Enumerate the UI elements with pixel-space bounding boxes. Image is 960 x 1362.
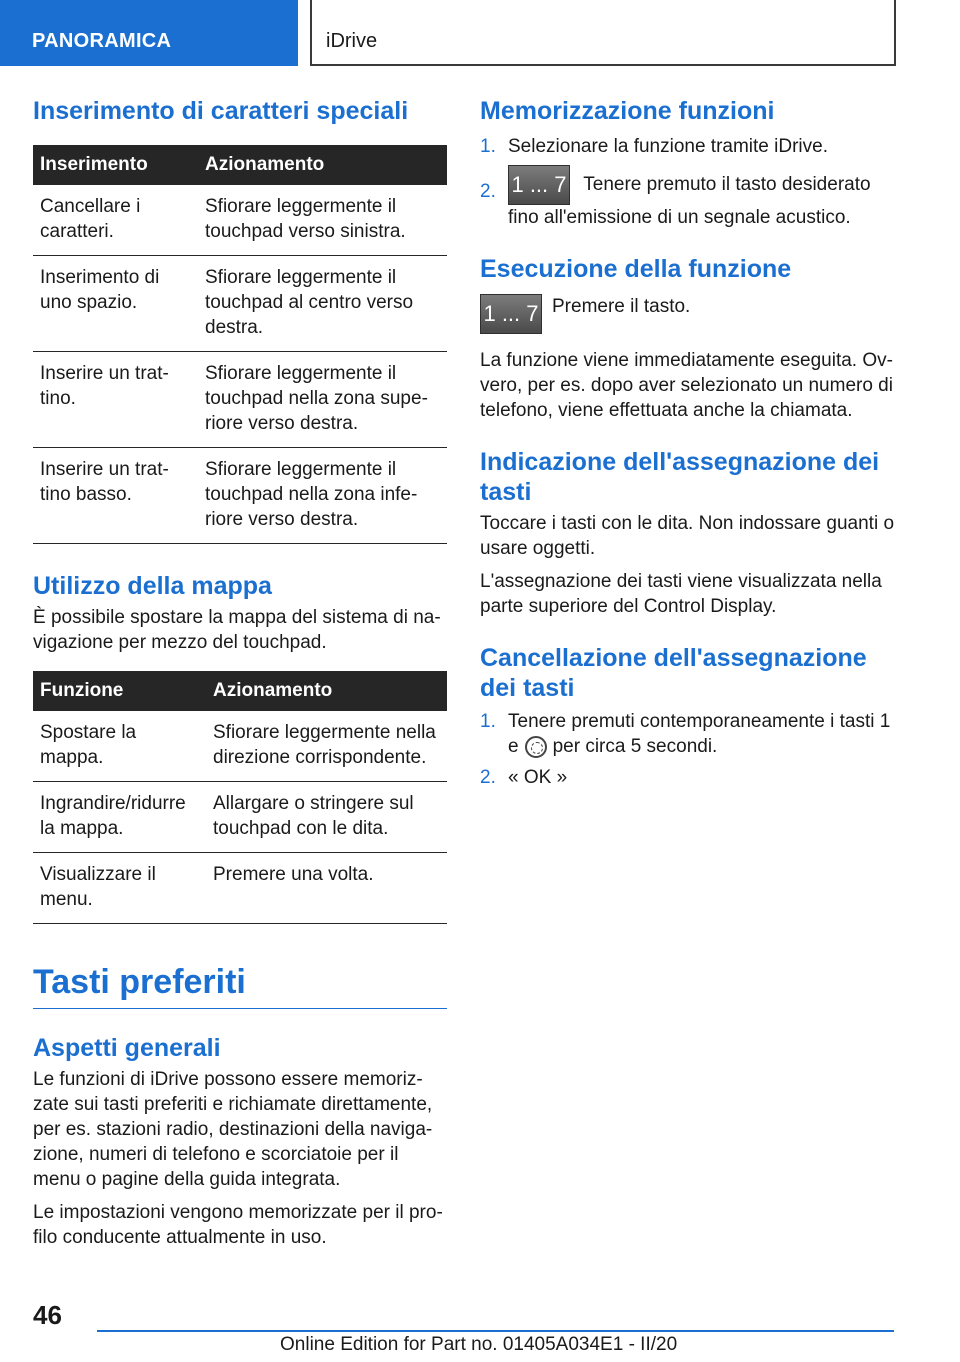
step-text: « OK » <box>508 767 568 788</box>
page-header <box>0 0 960 66</box>
footer-edition: Online Edition for Part no. 01405A034E1 - II/20 <box>280 1334 678 1355</box>
list-item <box>480 134 896 159</box>
list-item <box>480 765 896 790</box>
display-text-2: L'assegnazione dei tasti viene visualizzata nella parte superiore del Control Display. <box>480 571 882 617</box>
delete-heading: Cancellazione dell'assegnazione dei tasti <box>480 644 867 702</box>
table-cell: Inserire un trattino. <box>33 352 198 448</box>
table-header-cell: Inserimento <box>33 145 198 185</box>
table-row <box>33 352 447 448</box>
favorite-keys-icon: 1 ... 7 <box>508 165 570 205</box>
table-row <box>33 853 447 924</box>
table-row <box>33 782 447 853</box>
left-column <box>33 96 447 1250</box>
display-text-1: Toccare i tasti con le dita. Non indossare guanti o usare oggetti. <box>480 513 895 559</box>
step-text <box>508 165 896 230</box>
execute-step <box>480 294 896 334</box>
right-column <box>480 96 896 796</box>
execute-text: La funzione viene immediatamente eseguita. Ovvero, per es. dopo aver selezionato un numero di telefono, viene effettuata anche la chiamata. <box>480 350 893 421</box>
step-text-part: Tenere premuti contemporaneamente i tasti 1 e <box>508 711 891 757</box>
table-header-cell: Funzione <box>33 671 206 711</box>
map-heading: Utilizzo della mappa <box>33 572 272 600</box>
footer-divider <box>97 1330 894 1332</box>
general-text-1: Le funzioni di iDrive possono essere memorizzate sui tasti preferiti e richiamate direttamente, per es. stazioni radio, destinazioni della navigazione, numeri di telefono e scorciatoie per il menu o pagine della guida integrata. <box>33 1069 433 1190</box>
table-cell: Inserire un trattino basso. <box>33 448 198 544</box>
special-chars-heading: Inserimento di caratteri speciali <box>33 97 409 125</box>
page-number: 46 <box>33 1300 62 1330</box>
execute-heading: Esecuzione della funzione <box>480 255 792 283</box>
favorite-keys-icon: 1 ... 7 <box>480 294 542 334</box>
table-cell: Sfiorare leggermente nella direzione corrispondente. <box>206 711 447 782</box>
table-cell: Allargare o stringere sul touchpad con le dita. <box>206 782 447 853</box>
table-row <box>33 711 447 782</box>
step-number: 1. <box>480 136 496 157</box>
step-text <box>508 709 896 759</box>
display-heading: Indicazione dell'assegnazione dei tasti <box>480 448 880 506</box>
favorites-title: Tasti preferiti <box>33 962 447 1009</box>
list-item <box>480 709 896 759</box>
chapter-title: iDrive <box>310 0 896 66</box>
step-text: Selezionare la funzione tramite iDrive. <box>508 136 828 157</box>
table-header-row <box>33 671 447 711</box>
table-cell: Ingrandire/ridurre la mappa. <box>33 782 206 853</box>
table-cell: Sfiorare leggermente il touchpad al centro verso destra. <box>198 256 447 352</box>
list-item <box>480 165 896 230</box>
table-cell: Cancellare i caratteri. <box>33 185 198 256</box>
table-cell: Sfiorare leggermente il touchpad nella zona superiore verso destra. <box>198 352 447 448</box>
delete-steps <box>480 709 896 790</box>
special-chars-table <box>33 145 447 544</box>
table-cell: Sfiorare leggermente il touchpad nella zona inferiore verso destra. <box>198 448 447 544</box>
step-number: 1. <box>480 711 496 732</box>
table-row <box>33 256 447 352</box>
table-cell: Sfiorare leggermente il touchpad verso sinistra. <box>198 185 447 256</box>
table-header-cell: Azionamento <box>206 671 447 711</box>
step-number: 2. <box>480 767 496 788</box>
table-row <box>33 185 447 256</box>
general-heading: Aspetti generali <box>33 1034 221 1062</box>
table-cell: Visualizzare il menu. <box>33 853 206 924</box>
controller-knob-icon <box>525 736 547 758</box>
map-table <box>33 671 447 924</box>
execute-step-text: Premere il tasto. <box>552 296 691 317</box>
table-header-row <box>33 145 447 185</box>
table-row <box>33 448 447 544</box>
step-text-content: Tenere premuto il tasto desiderato fino all'emissione di un segnale acustico. <box>508 174 871 228</box>
step-text-part: per circa 5 secondi. <box>552 736 718 757</box>
table-cell: Inserimento di uno spazio. <box>33 256 198 352</box>
section-tab: PANORAMICA <box>0 0 298 66</box>
store-steps <box>480 134 896 230</box>
step-number: 2. <box>480 181 496 202</box>
table-header-cell: Azionamento <box>198 145 447 185</box>
store-heading: Memorizzazione funzioni <box>480 97 775 125</box>
map-intro: È possibile spostare la mappa del sistema di navigazione per mezzo del touchpad. <box>33 607 441 653</box>
table-cell: Spostare la mappa. <box>33 711 206 782</box>
general-text-2: Le impostazioni vengono memorizzate per il profilo conducente attualmente in uso. <box>33 1202 443 1248</box>
table-cell: Premere una volta. <box>206 853 447 924</box>
